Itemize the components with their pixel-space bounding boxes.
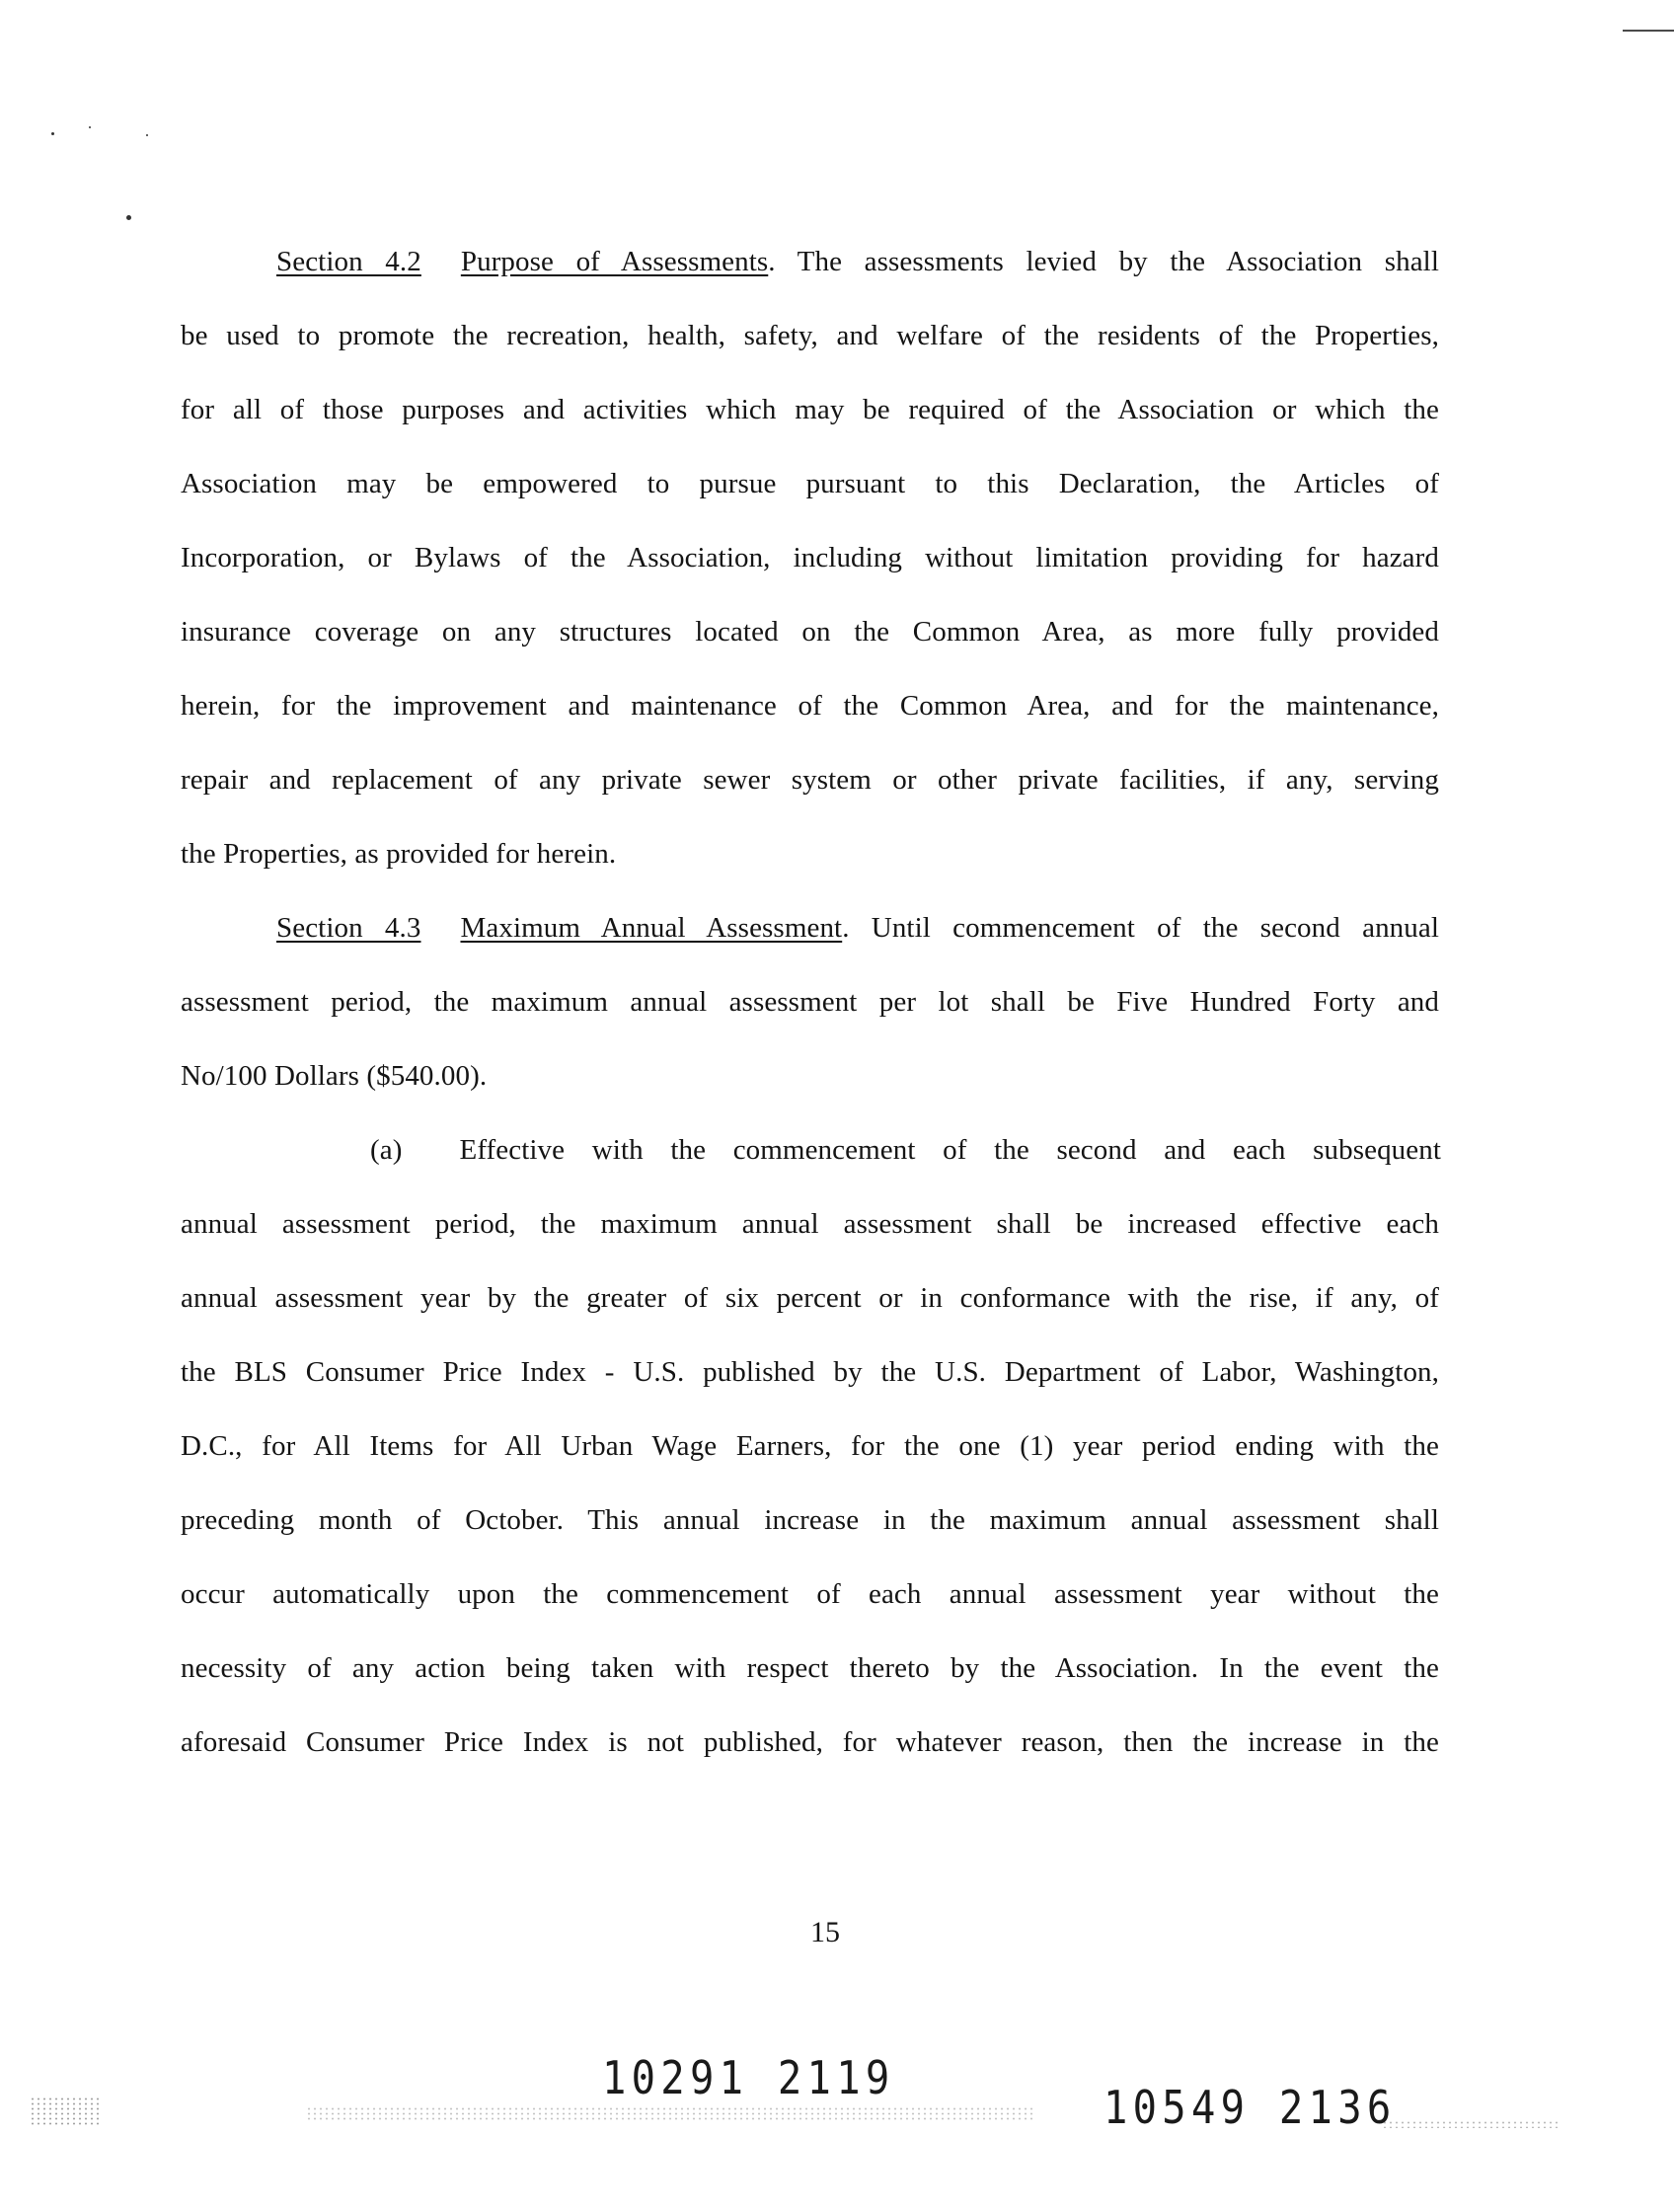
subsection-a-label: (a) <box>370 1134 403 1166</box>
recording-stamp-1: 10291 2119 <box>602 2051 895 2104</box>
section-4-2-line-1 <box>276 242 1439 281</box>
scan-speck <box>51 132 54 135</box>
section-4-3-line-3: No/100 Dollars ($540.00). <box>181 1060 488 1092</box>
scan-speck <box>126 215 131 220</box>
page-number: 15 <box>810 1916 840 1948</box>
section-4-3-title: Maximum Annual Assessment <box>460 912 843 944</box>
section-4-3-text: . Until commencement of the second annual <box>842 912 1439 944</box>
section-4-2-line-9: the Properties, as provided for herein. <box>181 838 617 870</box>
section-4-2-line-7: herein, for the improvement and maintenance of the Common Area, and for the maintenance, <box>181 690 1439 722</box>
subsection-a-line-2: annual assessment period, the maximum annual assessment shall be increased effective each <box>181 1208 1439 1240</box>
section-4-2-line-4: Association may be empowered to pursue pursuant to this Declaration, the Articles of <box>181 468 1439 499</box>
subsection-a-line-5: D.C., for All Items for All Urban Wage Earners, for the one (1) year period ending with the <box>181 1430 1439 1462</box>
scan-edge-mark <box>1623 30 1674 32</box>
section-4-2-line-2: be used to promote the recreation, health, safety, and welfare of the residents of the Properties, <box>181 320 1439 351</box>
scan-noise-strip <box>306 2106 1036 2122</box>
subsection-a-line-7: occur automatically upon the commencement of each annual assessment year without the <box>181 1578 1439 1610</box>
section-4-3-line-1 <box>276 908 1439 948</box>
subsection-a-line-9: aforesaid Consumer Price Index is not published, for whatever reason, then the increase in the <box>181 1726 1439 1758</box>
section-4-2-label: Section 4.2 <box>276 246 421 277</box>
scan-speck <box>89 126 91 128</box>
section-4-2-text: . The assessments levied by the Association shall <box>768 246 1439 277</box>
scan-speck <box>146 134 148 136</box>
scan-noise-strip <box>30 2097 99 2126</box>
subsection-a-text: Effective with the commencement of the second and each subsequent <box>459 1134 1441 1166</box>
section-4-2-line-6: insurance coverage on any structures located on the Common Area, as more fully provided <box>181 616 1439 648</box>
section-4-3-label: Section 4.3 <box>276 912 421 944</box>
subsection-a-line-1 <box>370 1130 1441 1170</box>
section-4-2-line-3: for all of those purposes and activities which may be required of the Association or which the <box>181 394 1439 425</box>
section-4-2-line-5: Incorporation, or Bylaws of the Association, including without limitation providing for hazard <box>181 542 1439 573</box>
subsection-a-line-8: necessity of any action being taken with respect thereto by the Association. In the event the <box>181 1652 1439 1684</box>
scan-noise-strip <box>1382 2120 1560 2128</box>
section-4-3-line-2: assessment period, the maximum annual assessment per lot shall be Five Hundred Forty and <box>181 986 1439 1018</box>
section-4-2-title: Purpose of Assessments <box>460 246 769 277</box>
subsection-a-line-6: preceding month of October. This annual increase in the maximum annual assessment shall <box>181 1504 1439 1536</box>
subsection-a-line-3: annual assessment year by the greater of six percent or in conformance with the rise, if any, of <box>181 1282 1439 1314</box>
subsection-a-line-4: the BLS Consumer Price Index - U.S. published by the U.S. Department of Labor, Washington, <box>181 1356 1439 1388</box>
section-4-2-line-8: repair and replacement of any private sewer system or other private facilities, if any, serving <box>181 764 1439 796</box>
recording-stamp-2: 10549 2136 <box>1103 2081 1397 2134</box>
